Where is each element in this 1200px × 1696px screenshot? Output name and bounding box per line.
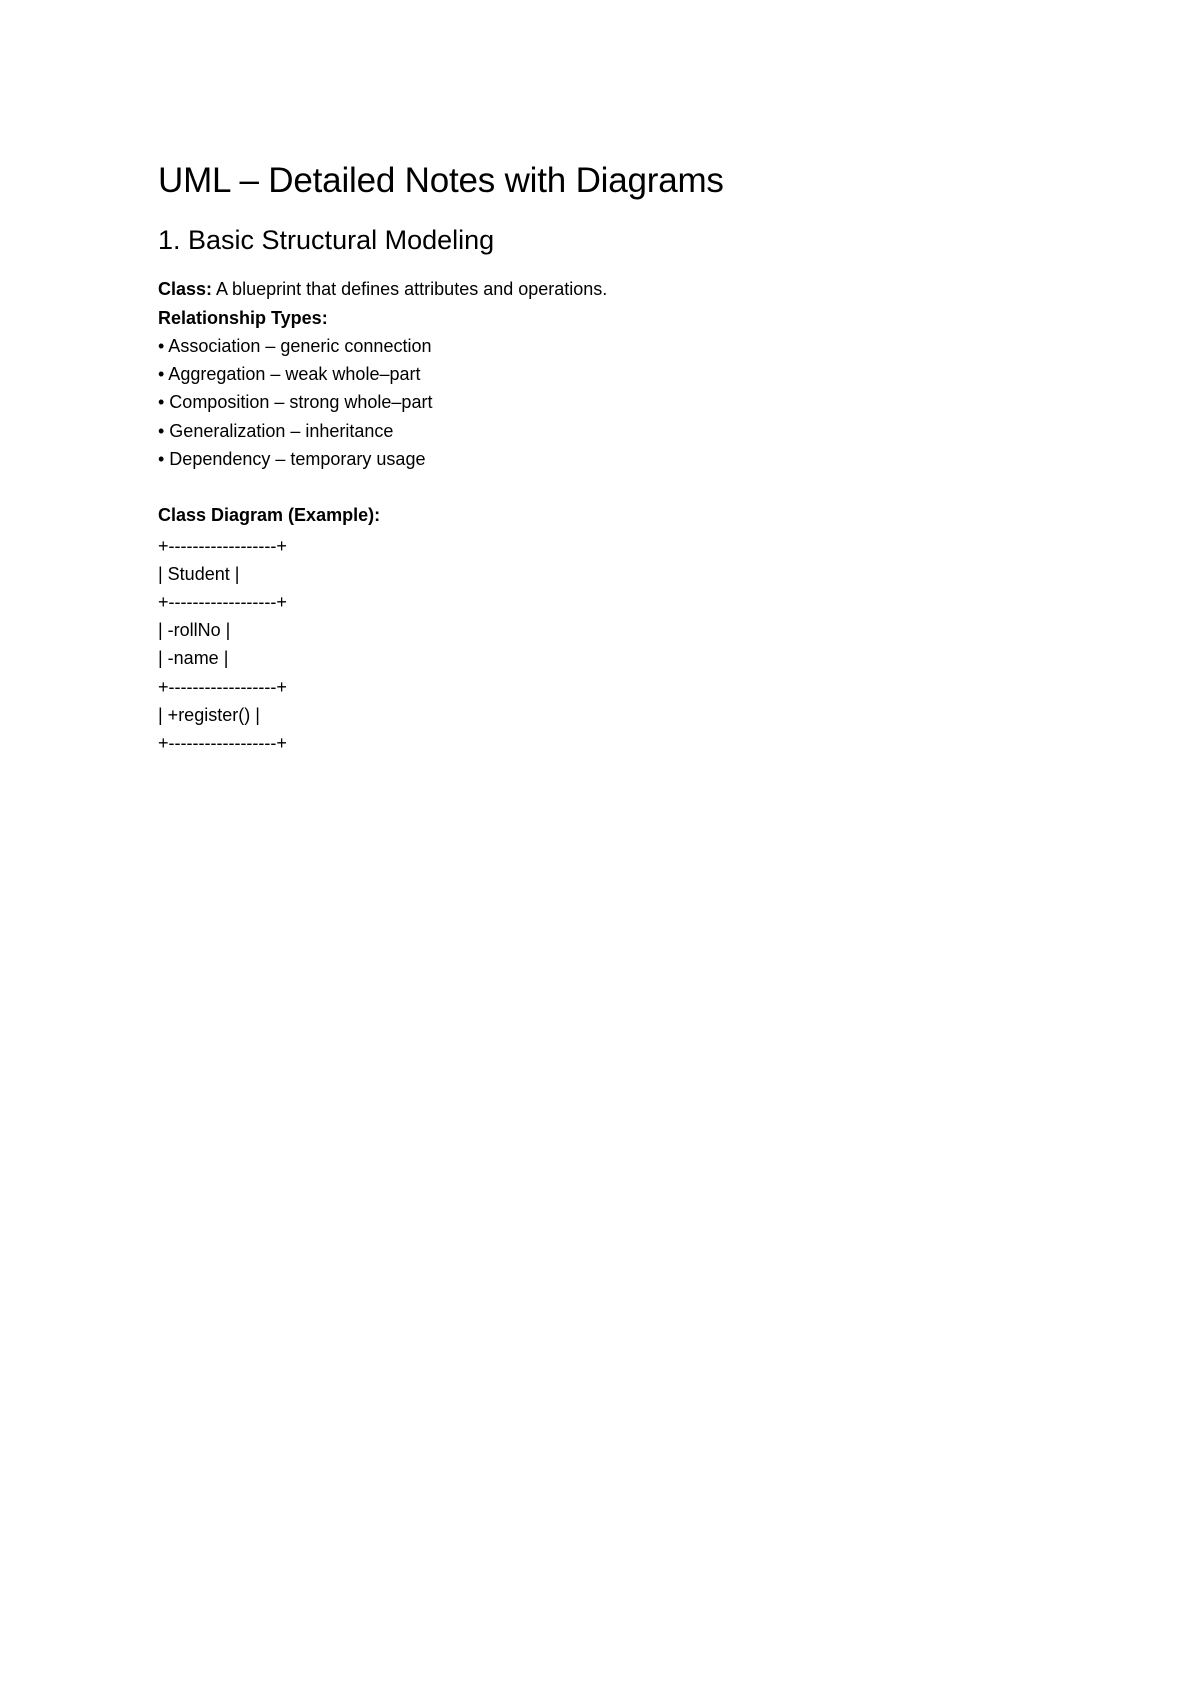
- relationship-list: [158, 332, 1058, 473]
- diagram-border-line: +------------------+: [158, 676, 287, 697]
- relationship-item-composition: • Composition – strong whole–part: [158, 392, 433, 413]
- document-content: [158, 156, 1058, 757]
- section-heading: 1. Basic Structural Modeling: [158, 225, 495, 255]
- diagram-caption: Class Diagram (Example):: [158, 505, 381, 526]
- diagram-class-name: | Student |: [158, 563, 240, 584]
- relationship-item-generalization: • Generalization – inheritance: [158, 420, 394, 441]
- relationship-item-association: • Association – generic connection: [158, 336, 432, 356]
- diagram-border-line: +------------------+: [158, 535, 287, 556]
- document-title: UML – Detailed Notes with Diagrams: [158, 161, 724, 200]
- class-definition: [158, 275, 1058, 304]
- diagram-attribute: | -name |: [158, 648, 229, 669]
- relationship-item-aggregation: • Aggregation – weak whole–part: [158, 364, 421, 385]
- diagram-border-line: +------------------+: [158, 591, 287, 612]
- class-diagram: [158, 532, 1058, 758]
- class-label: Class:: [158, 279, 213, 299]
- class-definition-text: A blueprint that defines attributes and operations.: [212, 279, 608, 299]
- relationship-item-dependency: • Dependency – temporary usage: [158, 448, 426, 469]
- relationship-types-label: Relationship Types:: [158, 307, 328, 328]
- diagram-operation: | +register() |: [158, 704, 260, 725]
- diagram-attribute: | -rollNo |: [158, 620, 231, 641]
- diagram-border-line: +------------------+: [158, 732, 287, 753]
